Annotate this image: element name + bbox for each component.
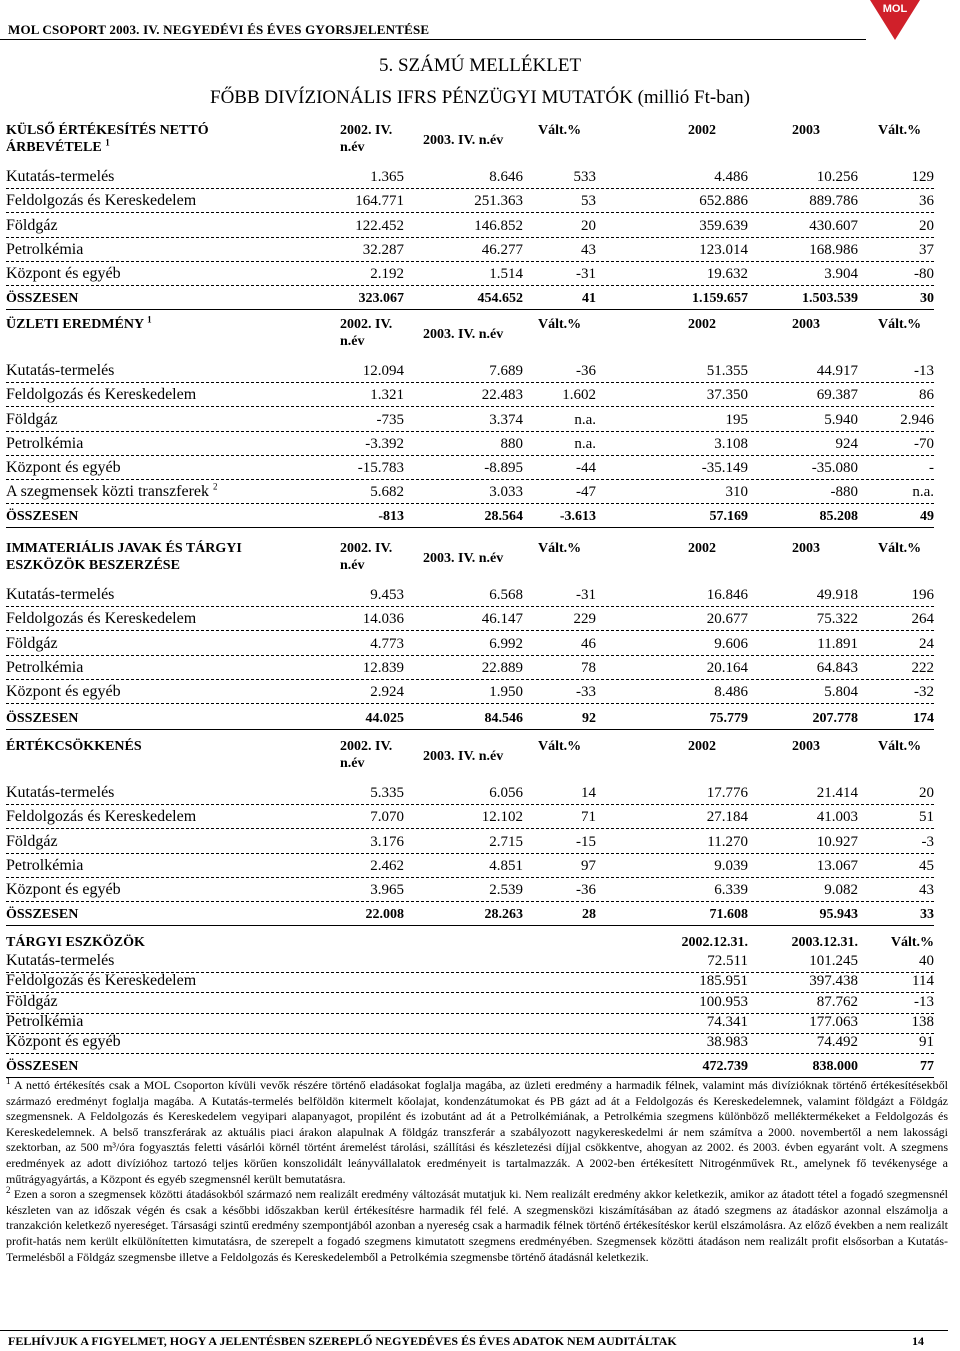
table-cell: 4.851 — [489, 857, 523, 874]
table-cell: -31 — [576, 265, 596, 282]
table-cell: 49 — [920, 509, 934, 525]
section-title-line: ÉRTÉKCSÖKKENÉS — [6, 739, 142, 754]
table-cell: -3.392 — [365, 435, 404, 452]
table-cell: 924 — [835, 435, 858, 452]
table-cell: 310 — [725, 484, 748, 501]
table-cell: 44.025 — [365, 711, 404, 726]
table-cell: 57.169 — [709, 509, 748, 525]
table-cell: 10.256 — [816, 169, 858, 186]
column-header: Vált.% — [890, 935, 934, 950]
table-cell: 36 — [919, 193, 934, 210]
column-header: Vált.% — [538, 541, 582, 556]
appendix-title: 5. SZÁMÚ MELLÉKLET — [378, 55, 582, 76]
column-header: 2003.12.31. — [791, 935, 858, 950]
table-cell: 16.846 — [706, 587, 748, 604]
table-cell: 87.762 — [816, 993, 858, 1010]
logo-text: MOL — [882, 3, 908, 15]
table-row — [6, 655, 934, 680]
table-cell: 9.082 — [824, 881, 858, 898]
table-cell: 7.070 — [370, 809, 404, 826]
table-cell: 17.776 — [706, 785, 748, 802]
column-header: 2002 — [688, 123, 716, 138]
table-row — [6, 877, 934, 902]
table-cell: 652.886 — [699, 193, 748, 210]
table-cell: 196 — [911, 587, 934, 604]
table-cell: 32.287 — [362, 241, 404, 258]
row-label: Földgáz — [6, 832, 58, 850]
section-title — [6, 122, 209, 156]
table-cell: 8.646 — [489, 169, 523, 186]
table-cell: 77 — [920, 1059, 934, 1074]
table-cell: 41.003 — [816, 809, 858, 826]
table-cell: 168.986 — [809, 241, 858, 258]
table-cell: 8.486 — [714, 683, 748, 700]
table-cell: - — [929, 459, 934, 476]
table-cell: 85.208 — [819, 509, 858, 525]
table-cell: 3.965 — [370, 881, 404, 898]
table-cell: 101.245 — [809, 953, 858, 970]
table-cell: 49.918 — [816, 587, 858, 604]
table-cell: n.a. — [912, 484, 934, 501]
footnote-ref: 1 — [105, 137, 110, 148]
table-row — [6, 606, 934, 631]
column-header: 2002 — [688, 541, 716, 556]
table-cell: 91 — [919, 1033, 934, 1050]
table-cell: 323.067 — [358, 291, 404, 306]
table-cell: 185.951 — [699, 973, 748, 990]
table-cell: -47 — [576, 484, 596, 501]
table-cell: 28.564 — [484, 509, 523, 525]
table-row — [6, 188, 934, 213]
table-cell: 71 — [581, 809, 596, 826]
table-cell: 78 — [581, 659, 596, 676]
table-cell: n.a. — [574, 435, 596, 452]
section-title-line: ÜZLETI EREDMÉNY $^1$ — [6, 314, 152, 332]
table-cell: 75.322 — [816, 611, 858, 628]
total-label: ÖSSZESEN — [6, 711, 79, 726]
table-cell: 37 — [919, 241, 934, 258]
column-header: 2003 — [792, 123, 820, 138]
table-cell: 3.904 — [824, 265, 858, 282]
table-row — [6, 992, 934, 1013]
table-cell: 33 — [920, 907, 934, 922]
table-cell: -15.783 — [357, 459, 404, 476]
section-title — [6, 738, 142, 755]
table-cell: 28 — [582, 907, 596, 922]
table-cell: 22.008 — [365, 907, 404, 922]
table-row — [6, 630, 934, 655]
header-rule — [0, 39, 866, 40]
column-header: Vált.% — [878, 317, 922, 332]
table-cell: 6.339 — [714, 881, 748, 898]
column-header: Vált.% — [538, 739, 582, 754]
table-cell: 9.039 — [714, 857, 748, 874]
table-cell: -15 — [576, 833, 596, 850]
row-label: Földgáz — [6, 634, 58, 652]
table-cell: 123.014 — [699, 241, 748, 258]
table-cell: 53 — [581, 193, 596, 210]
table-cell: -33 — [576, 683, 596, 700]
column-header: 2002 — [688, 317, 716, 332]
table-cell: 46.277 — [481, 241, 523, 258]
row-label: Kutatás-termelés — [6, 952, 115, 970]
table-row — [6, 679, 934, 704]
table-cell: 2.539 — [489, 881, 523, 898]
mol-logo-icon — [870, 0, 920, 40]
table-cell: 2.192 — [370, 265, 404, 282]
column-header: 2002. IV. n.év — [340, 123, 393, 155]
column-header: 2003. IV. n.év — [423, 551, 504, 566]
table-cell: -70 — [914, 435, 934, 452]
footnotes — [6, 1078, 948, 1265]
table-cell: 84.546 — [484, 711, 523, 726]
page-number: 14 — [912, 1334, 924, 1348]
total-label: ÖSSZESEN — [6, 509, 79, 525]
table-cell: 4.486 — [714, 169, 748, 186]
row-label: Feldolgozás és Kereskedelem — [6, 386, 197, 404]
total-row — [6, 285, 934, 310]
column-header: Vált.% — [538, 123, 582, 138]
row-label: Petrolkémia — [6, 658, 84, 676]
row-label: Központ és egyéb — [6, 264, 121, 282]
table-cell: 9.453 — [370, 587, 404, 604]
row-label: Petrolkémia — [6, 1012, 84, 1030]
table-cell: 1.950 — [489, 683, 523, 700]
table-cell: 44.917 — [816, 363, 858, 380]
table-cell: -735 — [376, 411, 404, 428]
total-row — [6, 703, 934, 730]
table-cell: 3.033 — [489, 484, 523, 501]
table-cell: 207.778 — [812, 711, 858, 726]
table-row — [6, 237, 934, 262]
section-title-line: KÜLSŐ ÉRTÉKESÍTÉS NETTÓ — [6, 123, 209, 138]
table-cell: 3.176 — [370, 833, 404, 850]
row-label: Petrolkémia — [6, 240, 84, 258]
section-title — [6, 316, 152, 333]
total-row — [6, 503, 934, 528]
section-title-line: ESZKÖZÖK BESZERZÉSE — [6, 558, 180, 573]
table-row — [6, 431, 934, 456]
audit-notice: FELHÍVJUK A FIGYELMET, HOGY A JELENTÉSBEN SZEREPLŐ NEGYEDÉVES ÉS ÉVES ADATOK NEM AUDITÁLTAK — [8, 1334, 677, 1348]
table-cell: 138 — [911, 1013, 934, 1030]
row-label: Feldolgozás és Kereskedelem — [6, 192, 197, 210]
table-row — [6, 261, 934, 286]
table-cell: 20 — [919, 785, 934, 802]
column-header: Vált.% — [878, 541, 922, 556]
table-cell: -3 — [921, 833, 934, 850]
table-row — [6, 455, 934, 480]
table-cell: 1.321 — [370, 387, 404, 404]
table-cell: -44 — [576, 459, 596, 476]
table-row — [6, 479, 934, 504]
column-header: 2003 — [792, 541, 820, 556]
table-cell: 533 — [573, 169, 596, 186]
table-row — [6, 972, 934, 993]
footnote-1: $^1$ A nettó értékesítés csak a MOL Csoporton kívüli vevők részére történő eladásokat foglalja magába, az üzleti eredmény a harmadik félnek, valamint más divízióknak történő értékesítésekből származó eredményt foglalja magába. A Kutatás-termelés belföldön kitermelt kőolajat, kondenzátumokat és PB gázt ad át a Feldolgozás és Kereskedelemnek, valamint földgázt a Földgáz szegmensnek. A Feldolgozás és Kereskedelem vegyipari alapanyagot, propilént és izobutánt ad át a Petrolkémiának, a Petrolkémia szegmens különböző melléktermékeket a Feldolgozás és Kereskedelemnek. A belső transzferárak az aktuális piaci árakon alapulnak A földgáz transzferár a szabályozott nagykereskedelmi ár nem számítva a 2000. novembertől a nem lakossági szektorban, az 500 m³/óra fogyasztás feletti vásárlói körnél történt áremelést tárolási, szállítási és készletezési díjjal csökkentve, ahogyan az 2002. és 2003. évben egyaránt volt. A szegmens eredmények az adott divízióhoz tartozó teljes körűen konszolidált leányvállalatok eredményeit is tartalmazzák. A 2002-ben értékesített Nitrogénművek Rt., amelynek fő tevékenysége a műtrágyagyártás, a Központ és egyéb szegmensnél került bemutatásra. — [6, 1076, 948, 1186]
table-cell: 222 — [911, 659, 934, 676]
table-cell: 43 — [919, 881, 934, 898]
total-label: ÖSSZESEN — [6, 907, 79, 922]
row-label: Petrolkémia — [6, 434, 84, 452]
table-cell: -13 — [914, 363, 934, 380]
table-cell: 69.387 — [816, 387, 858, 404]
table-cell: 359.639 — [699, 217, 748, 234]
table-cell: 880 — [500, 435, 523, 452]
row-label: Kutatás-termelés — [6, 362, 115, 380]
table-cell: 21.414 — [816, 785, 858, 802]
table-row — [6, 212, 934, 237]
table-cell: 64.843 — [816, 659, 858, 676]
table-cell: -36 — [576, 881, 596, 898]
footer-rule — [0, 1330, 948, 1331]
table-cell: 14.036 — [362, 611, 404, 628]
table-cell: 27.184 — [706, 809, 748, 826]
table-cell: 5.335 — [370, 785, 404, 802]
table-cell: 30 — [920, 291, 934, 306]
column-header: 2003. IV. n.év — [423, 133, 504, 148]
page-title: FŐBB DIVÍZIONÁLIS IFRS PÉNZÜGYI MUTATÓK (millió Ft-ban) — [210, 87, 750, 108]
table-cell: 13.067 — [816, 857, 858, 874]
table-cell: 11.891 — [817, 635, 858, 652]
table-cell: 97 — [581, 857, 596, 874]
table-cell: 114 — [912, 973, 934, 990]
table-cell: -35.080 — [811, 459, 858, 476]
table-cell: 454.652 — [477, 291, 523, 306]
table-cell: 164.771 — [355, 193, 404, 210]
table-cell: 3.374 — [489, 411, 523, 428]
table-cell: 2.946 — [900, 411, 934, 428]
table-cell: 3.108 — [714, 435, 748, 452]
table-cell: 22.889 — [481, 659, 523, 676]
table-cell: 1.602 — [562, 387, 596, 404]
row-label: Kutatás-termelés — [6, 586, 115, 604]
column-header: 2002 — [688, 739, 716, 754]
table-cell: 20.677 — [706, 611, 748, 628]
report-header: MOL CSOPORT 2003. IV. NEGYEDÉVI ÉS ÉVES GYORSJELENTÉSE — [8, 22, 430, 37]
table-cell: 19.632 — [706, 265, 748, 282]
row-label: Földgáz — [6, 992, 58, 1010]
column-header: 2002. IV. n.év — [340, 317, 393, 349]
table-cell: -32 — [914, 683, 934, 700]
table-cell: 75.779 — [709, 711, 748, 726]
table-cell: 229 — [573, 611, 596, 628]
table-cell: 2.462 — [370, 857, 404, 874]
table-cell: 174 — [913, 711, 934, 726]
table-cell: 41 — [582, 291, 596, 306]
section-title — [6, 934, 145, 951]
table-cell: 43 — [581, 241, 596, 258]
table-cell: 37.350 — [706, 387, 748, 404]
table-row — [6, 582, 934, 607]
table-cell: 122.452 — [355, 217, 404, 234]
table-cell: 2.715 — [489, 833, 523, 850]
table-cell: 1.159.657 — [692, 291, 748, 306]
total-label: ÖSSZESEN — [6, 1059, 79, 1074]
table-row — [6, 1013, 934, 1034]
column-header: Vált.% — [878, 123, 922, 138]
table-cell: 38.983 — [706, 1033, 748, 1050]
table-cell: 12.839 — [362, 659, 404, 676]
row-label: Központ és egyéb — [6, 458, 121, 476]
table-cell: 6.056 — [489, 785, 523, 802]
table-cell: 20.164 — [706, 659, 748, 676]
table-cell: 264 — [911, 611, 934, 628]
table-cell: 51 — [919, 809, 934, 826]
row-label: Központ és egyéb — [6, 682, 121, 700]
table-row — [6, 853, 934, 878]
row-label: Feldolgozás és Kereskedelem — [6, 808, 197, 826]
footnote-ref: 1 — [147, 314, 152, 325]
table-cell: 12.102 — [481, 809, 523, 826]
row-label: Kutatás-termelés — [6, 784, 115, 802]
table-cell: 2.924 — [370, 683, 404, 700]
table-cell: -35.149 — [701, 459, 748, 476]
table-cell: 100.953 — [699, 993, 748, 1010]
table-cell: 7.689 — [489, 363, 523, 380]
column-header: 2003 — [792, 317, 820, 332]
table-cell: 12.094 — [362, 363, 404, 380]
table-cell: 4.773 — [370, 635, 404, 652]
table-cell: -13 — [914, 993, 934, 1010]
footnote-2: $^2$ Ezen a soron a szegmensek közötti átadásokból származó nem realizált eredmény változását mutatjuk ki. Nem realizált eredmény akkor keletkezik, amikor az átadott tétel a fogadó szegmensnél készleten van az időszak végén és csak a későbbi időszakban kerül értékesítésre harmadik fél felé. A szegmensközi kiszámításában az átadó szegmens az átadáskor azonnal elszámolja a tranzakción keletkező nyereséget. Társasági szintű eredmény szempontjából azonban a nyereség csak a harmadik félnek történő értékesítéskor kerül elszámolásra. Az előző években a nem realizált profit-hatás nem került elkülönítetten kimutatásra, de szerepelt a fogadó szegmens kimutatott szegmens eredményében. Szegmensek közötti átadáson nem realizált profit elsősorban a Kutatás-Termelésből a Földgáz szegmensbe illetve a Feldolgozás és Kereskedelemből a Petrolkémia szegmensbe történő átadásnál keletkezik. — [6, 1185, 949, 1264]
table-cell: 838.000 — [812, 1059, 858, 1074]
table-cell: 46.147 — [481, 611, 523, 628]
table-row — [6, 828, 934, 853]
table-cell: 20 — [919, 217, 934, 234]
table-cell: 51.355 — [706, 363, 748, 380]
section-title-line: TÁRGYI ESZKÖZÖK — [6, 935, 145, 950]
column-header: 2002. IV. n.év — [340, 739, 393, 771]
table-row — [6, 164, 934, 189]
table-cell: 177.063 — [809, 1013, 858, 1030]
table-cell: 9.606 — [714, 635, 748, 652]
column-header: Vált.% — [878, 739, 922, 754]
table-cell: 72.511 — [707, 953, 748, 970]
table-row — [6, 406, 934, 431]
table-row — [6, 1033, 934, 1054]
column-header: 2003 — [792, 739, 820, 754]
table-cell: -8.895 — [484, 459, 523, 476]
table-cell: 1.365 — [370, 169, 404, 186]
table-row — [6, 382, 934, 407]
table-cell: n.a. — [574, 411, 596, 428]
table-cell: 397.438 — [809, 973, 858, 990]
table-row — [6, 358, 934, 383]
row-label: A szegmensek közti transzferek $^2$ — [6, 481, 218, 501]
table-cell: 45 — [919, 857, 934, 874]
table-cell: 5.804 — [824, 683, 858, 700]
table-cell: -813 — [378, 509, 404, 525]
total-label: ÖSSZESEN — [6, 291, 79, 306]
table-cell: 472.739 — [702, 1059, 748, 1074]
table-cell: 10.927 — [816, 833, 858, 850]
table-cell: 11.270 — [707, 833, 748, 850]
row-label: Petrolkémia — [6, 856, 84, 874]
table-cell: 6.992 — [489, 635, 523, 652]
table-cell: 24 — [919, 635, 934, 652]
column-header: 2002. IV. n.év — [340, 541, 393, 573]
footnote-ref: 2 — [213, 481, 218, 492]
row-label: Központ és egyéb — [6, 1032, 121, 1050]
column-header: 2003. IV. n.év — [423, 327, 504, 342]
row-label: Földgáz — [6, 216, 58, 234]
table-cell: 14 — [581, 785, 596, 802]
table-cell: -880 — [830, 484, 858, 501]
table-cell: -3.613 — [559, 509, 596, 525]
table-cell: 74.341 — [706, 1013, 748, 1030]
table-cell: 74.492 — [816, 1033, 858, 1050]
table-cell: 46 — [581, 635, 596, 652]
row-label: Központ és egyéb — [6, 880, 121, 898]
table-cell: 71.608 — [709, 907, 748, 922]
table-cell: -31 — [576, 587, 596, 604]
table-cell: 92 — [582, 711, 596, 726]
row-label: Földgáz — [6, 410, 58, 428]
table-row — [6, 952, 934, 973]
total-row — [6, 901, 934, 926]
column-header: 2002.12.31. — [681, 935, 748, 950]
table-cell: 6.568 — [489, 587, 523, 604]
table-cell: 195 — [725, 411, 748, 428]
table-cell: 251.363 — [474, 193, 523, 210]
row-label: Feldolgozás és Kereskedelem — [6, 972, 197, 990]
section-title-line: ÁRBEVÉTELE $^1$ — [6, 137, 110, 155]
column-header: Vált.% — [538, 317, 582, 332]
table-cell: 40 — [919, 953, 934, 970]
table-row — [6, 780, 934, 805]
table-cell: 28.263 — [484, 907, 523, 922]
table-cell: 95.943 — [819, 907, 858, 922]
table-cell: 22.483 — [481, 387, 523, 404]
total-row — [6, 1053, 934, 1078]
table-cell: 5.682 — [370, 484, 404, 501]
table-cell: -80 — [914, 265, 934, 282]
row-label: Feldolgozás és Kereskedelem — [6, 610, 197, 628]
table-cell: 20 — [581, 217, 596, 234]
table-cell: 86 — [919, 387, 934, 404]
row-label: Kutatás-termelés — [6, 168, 115, 186]
table-cell: 430.607 — [809, 217, 858, 234]
table-cell: 5.940 — [824, 411, 858, 428]
table-cell: 129 — [911, 169, 934, 186]
table-cell: 1.514 — [489, 265, 523, 282]
table-row — [6, 804, 934, 829]
table-cell: 1.503.539 — [802, 291, 858, 306]
table-cell: 889.786 — [809, 193, 858, 210]
column-header: 2003. IV. n.év — [423, 749, 504, 764]
section-title-line: IMMATERIÁLIS JAVAK ÉS TÁRGYI — [6, 541, 242, 556]
table-cell: 146.852 — [474, 217, 523, 234]
section-title — [6, 540, 242, 574]
table-cell: -36 — [576, 363, 596, 380]
